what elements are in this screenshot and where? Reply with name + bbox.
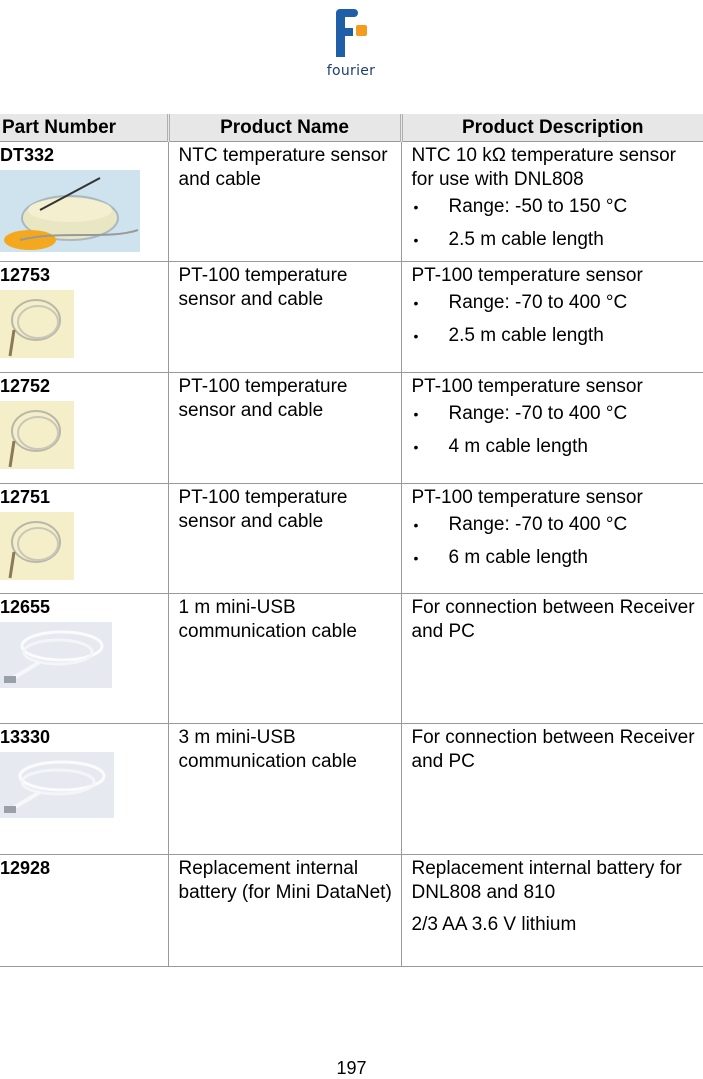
spec-item: • 2.5 m cable length (412, 324, 703, 348)
part-number: DT332 (0, 144, 168, 166)
parts-table (0, 114, 703, 967)
spec-item: • Range: -70 to 400 °C (412, 402, 703, 426)
usb-cable-image (0, 752, 114, 818)
spec-item: • Range: -70 to 400 °C (412, 291, 703, 315)
table-row (0, 855, 703, 967)
product-description: PT-100 temperature sensor (412, 486, 703, 510)
table-row (0, 142, 703, 262)
product-name: 3 m mini-USB communication cable (179, 726, 401, 774)
product-description: For connection between Receiver and PC (412, 726, 703, 774)
table-row (0, 484, 703, 594)
part-number: 12752 (0, 375, 168, 397)
product-name: 1 m mini-USB communication cable (179, 596, 401, 644)
table-header-row (0, 114, 703, 142)
product-description: PT-100 temperature sensor (412, 264, 703, 288)
product-description: For connection between Receiver and PC (412, 596, 703, 644)
page-number: 197 (0, 1058, 703, 1079)
usb-cable-image (0, 622, 112, 688)
sensor-in-beaker-image (0, 170, 140, 252)
product-name: PT-100 temperature sensor and cable (179, 486, 401, 534)
product-name: PT-100 temperature sensor and cable (179, 264, 401, 312)
spec-item: • 2.5 m cable length (412, 228, 703, 252)
table-row (0, 262, 703, 373)
spec-list (412, 402, 703, 459)
spec-item: • 4 m cable length (412, 435, 703, 459)
table-row (0, 373, 703, 484)
product-description: Replacement internal battery for DNL808 and 810 (412, 857, 703, 905)
spec-list (412, 291, 703, 348)
fourier-logo (322, 3, 380, 79)
logo-text: fourier (322, 63, 380, 79)
product-description: NTC 10 kΩ temperature sensor for use with DNL808 (412, 144, 703, 192)
spec-item: • Range: -70 to 400 °C (412, 513, 703, 537)
part-number: 12753 (0, 264, 168, 286)
battery-spec: 2/3 AA 3.6 V lithium (412, 913, 703, 937)
coiled-sensor-image (0, 401, 74, 469)
part-number: 12751 (0, 486, 168, 508)
spec-item: • 6 m cable length (412, 546, 703, 570)
spec-list (412, 195, 703, 252)
product-name: Replacement internal battery (for Mini DataNet) (179, 857, 401, 905)
spec-item: • Range: -50 to 150 °C (412, 195, 703, 219)
product-name: NTC temperature sensor and cable (179, 144, 401, 192)
header-product-description: Product Description (401, 114, 703, 142)
header-part-number: Part Number (0, 114, 168, 142)
spec-list (412, 513, 703, 570)
table-row (0, 594, 703, 724)
product-name: PT-100 temperature sensor and cable (179, 375, 401, 423)
coiled-sensor-image (0, 512, 74, 580)
table-row (0, 724, 703, 855)
part-number: 13330 (0, 726, 168, 748)
coiled-sensor-image (0, 290, 74, 358)
header-product-name: Product Name (168, 114, 401, 142)
part-number: 12928 (0, 857, 168, 879)
product-description: PT-100 temperature sensor (412, 375, 703, 399)
part-number: 12655 (0, 596, 168, 618)
logo-mark (322, 3, 380, 63)
